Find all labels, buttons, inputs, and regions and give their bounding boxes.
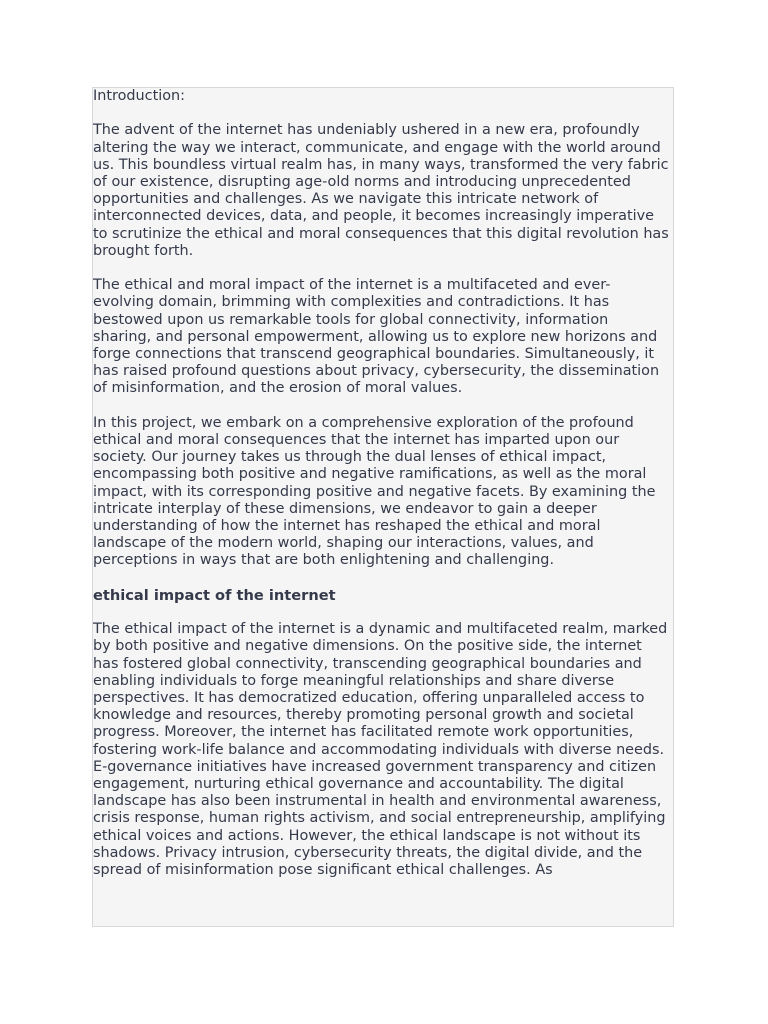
section-paragraph: The ethical impact of the internet is a dynamic and multifaceted realm, marked by both positive and negative dimensions. On the positive side, the internet has fostered global connectivity, transcending geographical boundaries and enabling individuals to forge meaningful relationships and share diverse perspectives. It has democratized education, offering unparalleled access to knowledge and resources, thereby promoting personal growth and societal progress. Moreover, the internet has facilitated remote work opportunities, fostering work-life balance and accommodating individuals with diverse needs. E-governance initiatives have increased government transparency and citizen engagement, nurturing ethical governance and accountability. The digital landscape has also been instrumental in health and environmental awareness, crisis response, human rights activism, and social entrepreneurship, amplifying ethical voices and actions. However, the ethical landscape is not without its shadows. Privacy intrusion, cybersecurity threats, the digital divide, and the spread of misinformation pose significant ethical challenges. As <box>93 621 668 879</box>
document-content <box>93 88 673 879</box>
intro-paragraph-3: In this project, we embark on a comprehensive exploration of the profound ethical and moral consequences that the internet has imparted upon our society. Our journey takes us through the dual lenses of ethical impact, encompassing both positive and negative ramifications, as well as the moral impact, with its corresponding positive and negative facets. By examining the intricate interplay of these dimensions, we endeavor to gain a deeper understanding of how the internet has reshaped the ethical and moral landscape of the modern world, shaping our interactions, values, and perceptions in ways that are both enlightening and challenging. <box>93 414 656 569</box>
section-heading: ethical impact of the internet <box>93 586 336 604</box>
intro-paragraph-1: The advent of the internet has undeniably ushered in a new era, profoundly altering the way we interact, communicate, and engage with the world around us. This boundless virtual realm has, in many ways, transformed the very fabric of our existence, disrupting age-old norms and introducing unprecedented opportunities and challenges. As we navigate this intricate network of interconnected devices, data, and people, it becomes increasingly imperative to scrutinize the ethical and moral consequences that this digital revolution has brought forth. <box>93 122 669 259</box>
intro-paragraph-2: The ethical and moral impact of the internet is a multifaceted and ever-evolving domain, brimming with complexities and contradictions. It has bestowed upon us remarkable tools for global connectivity, information sharing, and personal empowerment, allowing us to explore new horizons and forge connections that transcend geographical boundaries. Simultaneously, it has raised profound questions about privacy, cybersecurity, the dissemination of misinformation, and the erosion of moral values. <box>93 277 660 397</box>
document-text-box <box>92 87 674 927</box>
intro-label: Introduction: <box>93 88 185 104</box>
